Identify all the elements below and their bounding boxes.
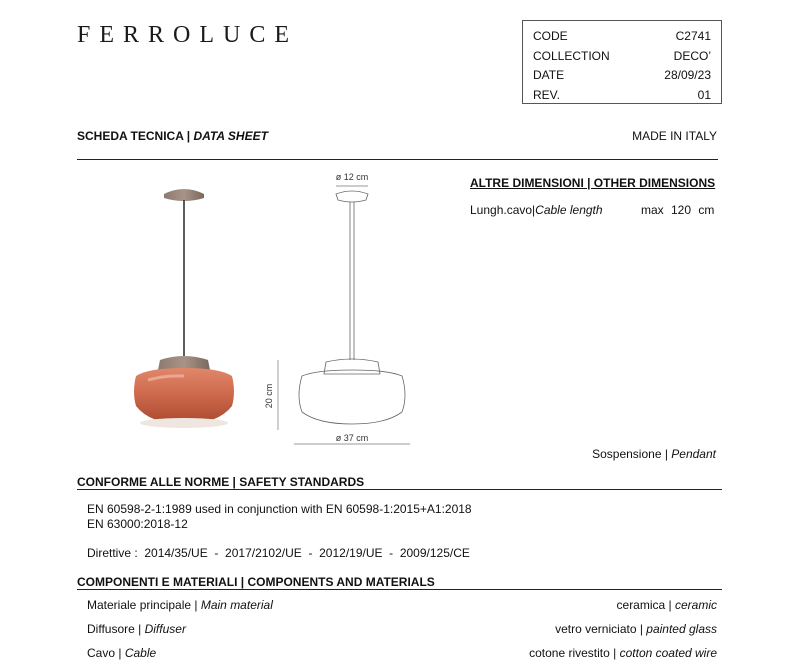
info-value: C2741 xyxy=(675,29,711,43)
canopy-outline xyxy=(336,191,368,202)
material-label-en: Cable xyxy=(124,646,157,660)
header-divider xyxy=(77,159,718,160)
material-value-en: cotton coated wire xyxy=(619,646,717,660)
cable-label-en: Cable length xyxy=(535,203,603,217)
top-diameter-label: ø 12 cm xyxy=(335,172,369,182)
material-label xyxy=(87,646,156,660)
info-row-code xyxy=(533,27,711,47)
material-label-it: Diffusore | xyxy=(87,622,145,636)
sheet-title-en: DATA SHEET xyxy=(193,129,268,143)
shade-outline xyxy=(299,370,405,424)
info-value: 01 xyxy=(697,87,711,102)
info-row-rev xyxy=(533,86,711,106)
standard-line-2: EN 63000:2018-12 xyxy=(87,517,188,531)
directives-line: Direttive : 2014/35/UE - 2017/2102/UE - 2012/19/UE - 2009/125/CE xyxy=(87,546,470,560)
materials-heading: COMPONENTI E MATERIALI | COMPONENTS AND MATERIALS xyxy=(77,575,435,589)
sheet-title xyxy=(77,129,268,143)
info-row-date xyxy=(533,66,711,86)
cable-length-label xyxy=(470,203,603,217)
material-label-en: Diffuser xyxy=(144,622,186,636)
info-key: COLLECTION xyxy=(533,48,610,63)
bottom-diameter-label: ø 37 cm xyxy=(335,433,369,443)
cap-outline xyxy=(324,359,380,374)
info-value: 28/09/23 xyxy=(664,68,711,82)
sheet-title-it: SCHEDA TECNICA | xyxy=(77,129,194,143)
technical-drawing xyxy=(260,168,430,458)
lamp-photo xyxy=(120,180,250,440)
info-key: DATE xyxy=(533,68,565,82)
cable-label-it: Lungh.cavo| xyxy=(470,203,536,217)
standards-divider xyxy=(77,489,722,490)
material-value-it: vetro verniciato | xyxy=(555,622,647,636)
material-value-it: ceramica | xyxy=(616,598,675,612)
info-box xyxy=(522,20,722,104)
cable-length-value: max 120 cm xyxy=(641,203,715,217)
material-value xyxy=(555,622,717,636)
material-value-it: cotone rivestito | xyxy=(529,646,620,660)
material-row-main xyxy=(87,598,717,612)
material-label-en: Main material xyxy=(200,598,273,612)
product-type xyxy=(592,447,716,461)
standard-line-1: EN 60598-2-1:1989 used in conjunction with EN 60598-1:2015+A1:2018 xyxy=(87,502,472,516)
type-it: Sospensione | xyxy=(592,447,672,461)
info-key: REV. xyxy=(533,87,560,102)
material-value-en: ceramic xyxy=(674,598,717,612)
info-row-collection xyxy=(533,47,711,67)
brand-logo: FERROLUCE xyxy=(77,22,299,48)
material-row-cable xyxy=(87,646,717,660)
material-row-diffuser xyxy=(87,622,717,636)
materials-divider xyxy=(77,589,722,590)
standards-heading: CONFORME ALLE NORME | SAFETY STANDARDS xyxy=(77,475,365,489)
material-value xyxy=(529,646,717,660)
height-label: 20 cm xyxy=(264,383,274,409)
info-value: DECO’ xyxy=(673,48,711,63)
material-label xyxy=(87,598,273,612)
material-value xyxy=(617,598,717,612)
info-key: CODE xyxy=(533,29,568,43)
material-label xyxy=(87,622,186,636)
other-dimensions-heading: ALTRE DIMENSIONI | OTHER DIMENSIONS xyxy=(470,176,716,190)
type-en: Pendant xyxy=(671,447,716,461)
made-in-label: MADE IN ITALY xyxy=(632,129,717,143)
material-value-en: painted glass xyxy=(646,622,717,636)
material-label-it: Materiale principale | xyxy=(87,598,201,612)
material-label-it: Cavo | xyxy=(87,646,125,660)
